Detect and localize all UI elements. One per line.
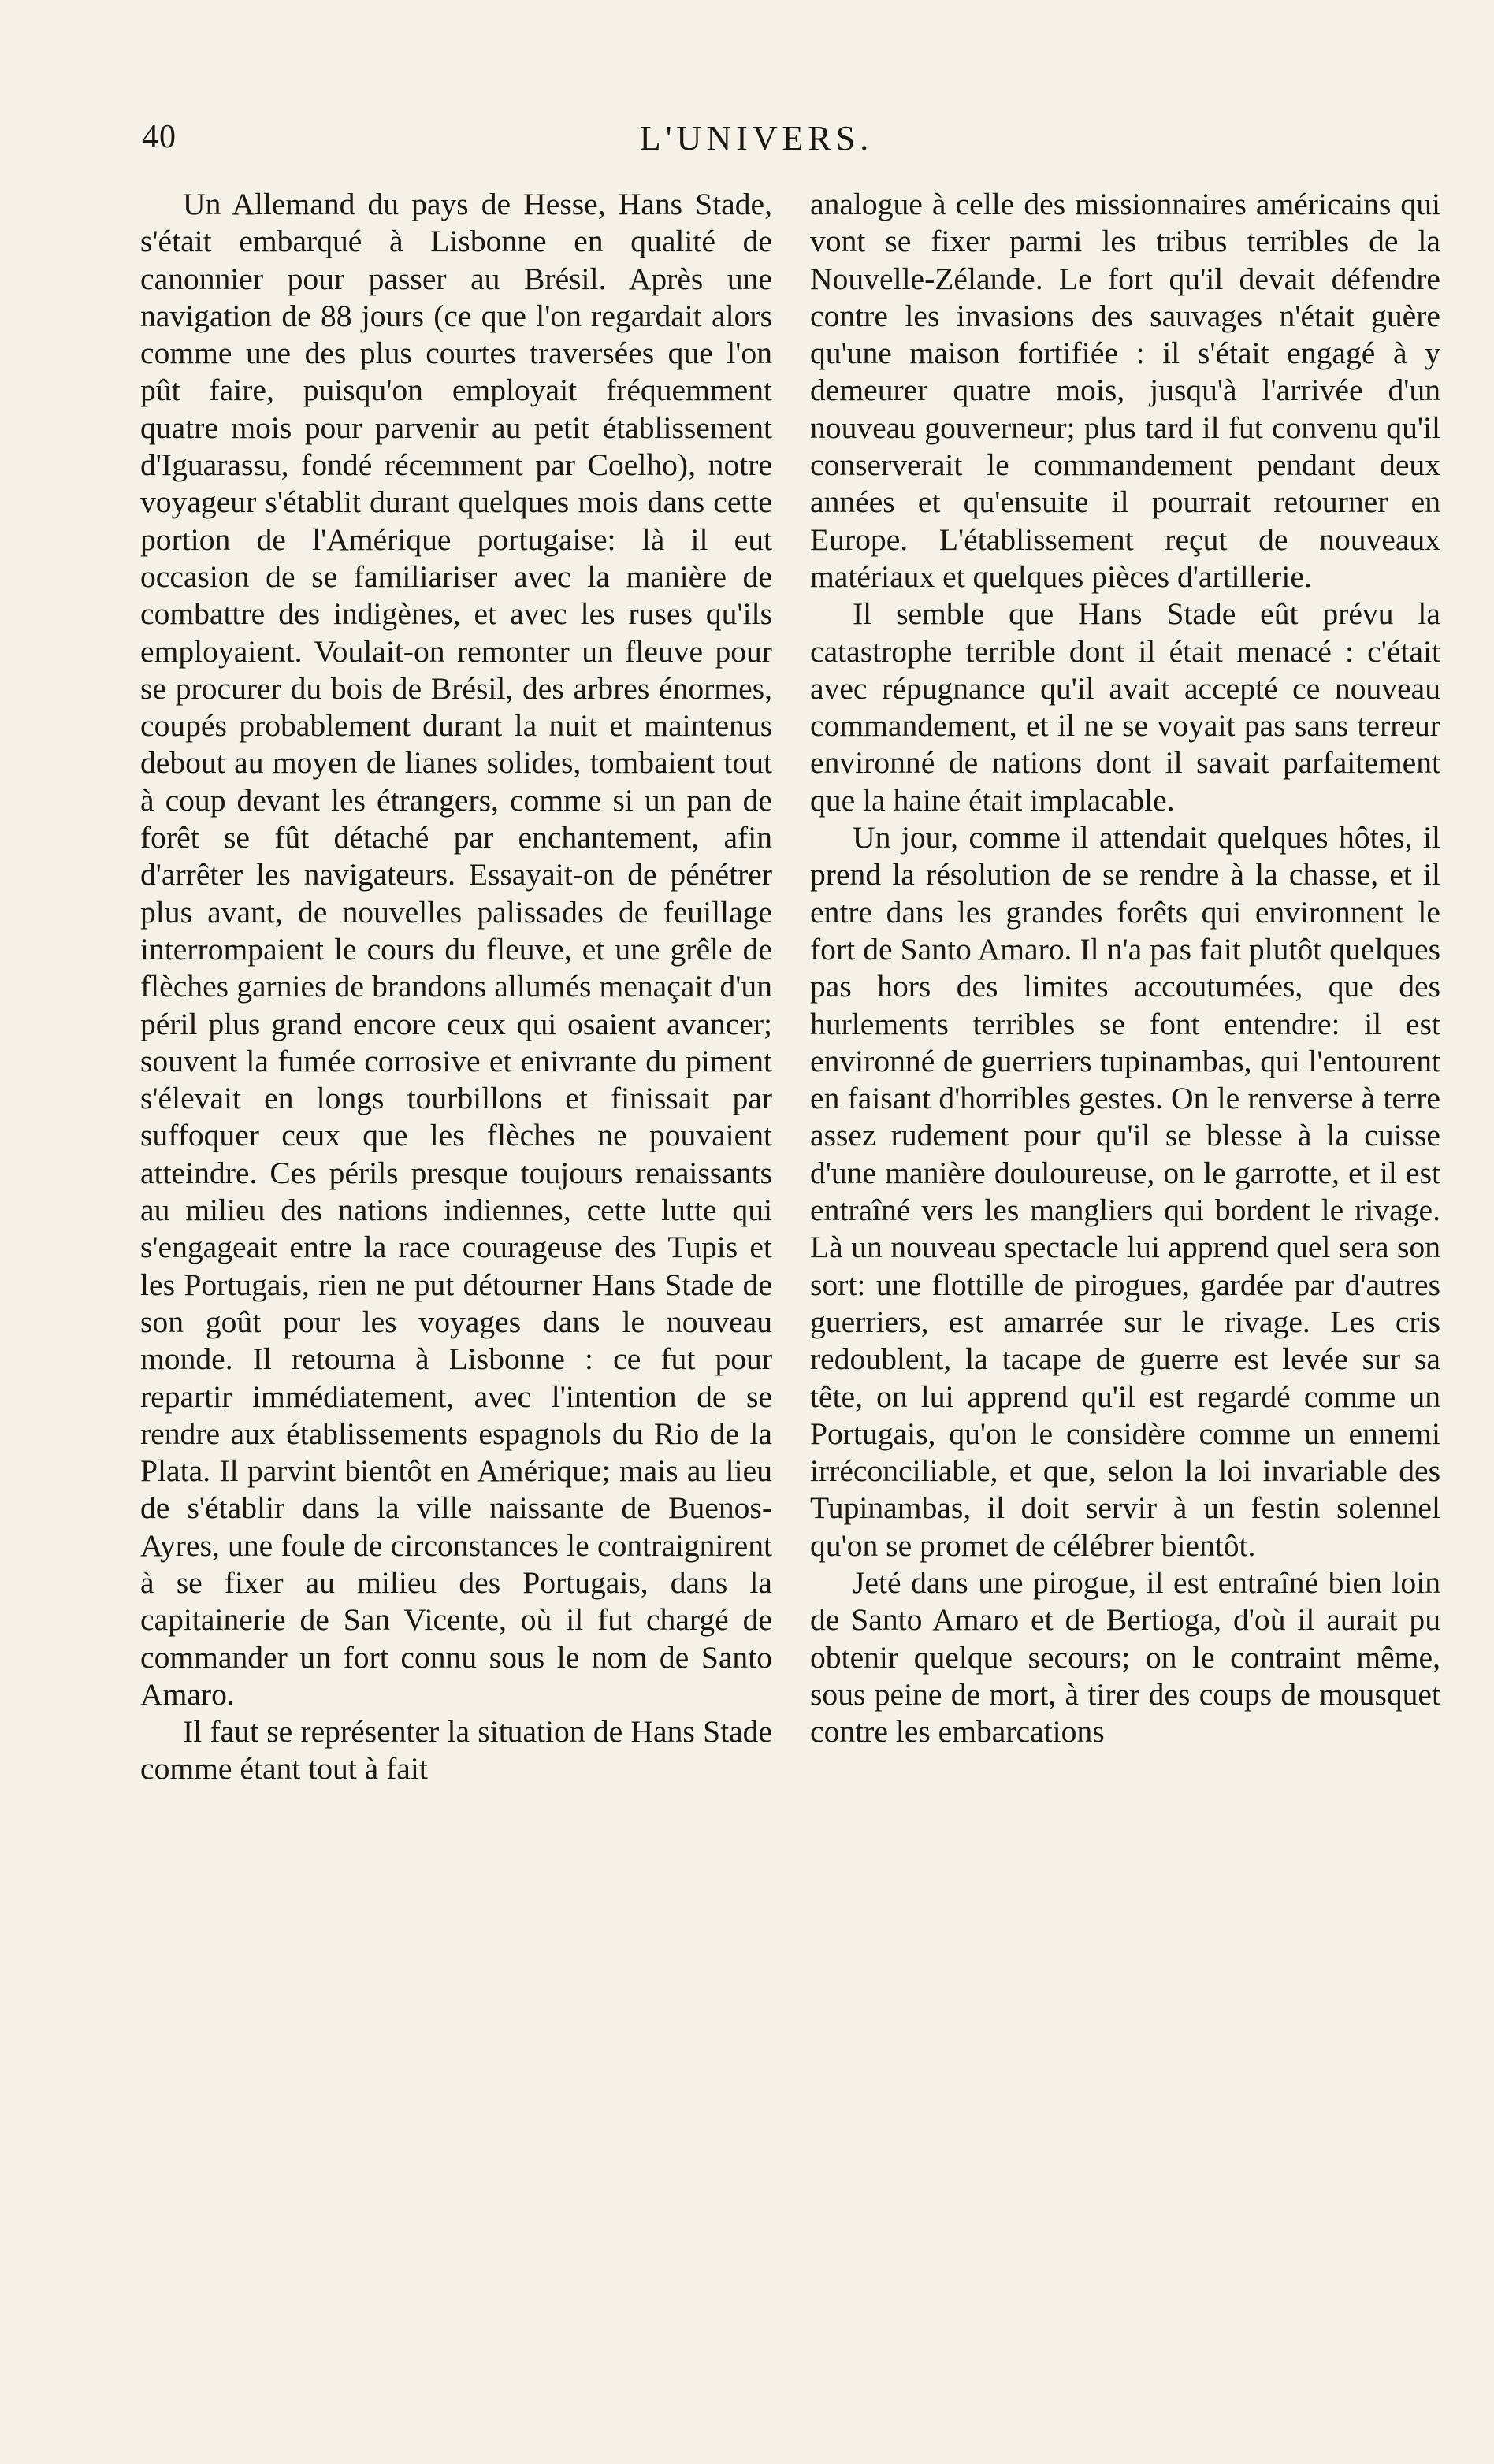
left-column — [140, 186, 772, 1788]
paragraph-capture: Un jour, comme il attendait quelques hôtes, il prend la résolution de se rendre à la chasse, et il entre dans les grandes forêts qui environnent le fort de Santo Amaro. Il n'a pas fait plutôt quelques pas hors des limites accoutumées, que des hurlements terribles se font entendre: il est environné de guerriers tupinambas, qui l'entourent en faisant d'horribles gestes. On le renverse à terre assez rudement pour qu'il se blesse à la cuisse d'une manière douloureuse, on le garrotte, et il est entraîné vers les mangliers qui bordent le rivage. Là un nouveau spectacle lui apprend quel sera son sort: une flottille de pirogues, gardée par d'autres guerriers, est amarrée sur le rivage. Les cris redoublent, la tacape de guerre est levée sur sa tête, on lui apprend qu'il est regardé comme un Portugais, qu'on le considère comme un ennemi irréconciliable, et que, selon la loi invariable des Tupinambas, il doit servir à un festin solennel qu'on se promet de célébrer bientôt. — [810, 820, 1440, 1563]
paragraph-catastrophe: Il semble que Hans Stade eût prévu la catastrophe terrible dont il était menacé : c'était avec répugnance qu'il avait accepté ce nouveau commandement, et il ne se voyait pas sans terreur environné de nations dont il savait parfaitement que la haine était implacable. — [810, 596, 1440, 818]
right-column — [810, 186, 1440, 1750]
paragraph-situation-start: Il faut se représenter la situation de Hans Stade comme étant tout à fait — [140, 1714, 772, 1787]
paragraph-hans-stade-voyage: Un Allemand du pays de Hesse, Hans Stade, s'était embarqué à Lisbonne en qualité de canonnier pour passer au Brésil. Après une navigation de 88 jours (ce que l'on regardait alors comme une des plus courtes traversées que l'on pût faire, puisqu'on employait fréquemment quatre mois pour parvenir au petit établissement d'Iguarassu, fondé récemment par Coelho), notre voyageur s'établit durant quelques mois dans cette portion de l'Amérique portugaise: là il eut occasion de se familiariser avec la manière de combattre des indigènes, et avec les ruses qu'ils employaient. Voulait-on remonter un fleuve pour se procurer du bois de Brésil, des arbres énormes, coupés probablement durant la nuit et maintenus debout au moyen de lianes solides, tombaient tout à coup devant les étrangers, comme si un pan de forêt se fût détaché par enchantement, afin d'arrêter les navigateurs. Essayait-on de pénétrer plus avant, de nouvelles palissades de feuillage interrompaient le cours du fleuve, et une grêle de flèches garnies de brandons allumés menaçait d'un péril plus grand encore ceux qui osaient avancer; souvent la fumée corrosive et enivrante du piment s'élevait en longs tourbillons et finissait par suffoquer ceux que les flèches ne pouvaient atteindre. Ces périls presque toujours renaissants au milieu des nations indiennes, cette lutte qui s'engageait entre la race courageuse des Tupis et les Portugais, rien ne put détourner Hans Stade de son goût pour les voyages dans le nouveau monde. Il retourna à Lisbonne : ce fut pour repartir immédiatement, avec l'intention de se rendre aux établissements espagnols du Rio de la Plata. Il parvint bientôt en Amérique; mais au lieu de s'établir dans la ville naissante de Buenos-Ayres, une foule de circonstances le contraignirent à se fixer au milieu des Portugais, dans la capitainerie de San Vicente, où il fut chargé de commander un fort connu sous le nom de Santo Amaro. — [140, 187, 772, 1712]
running-title: L'UNIVERS. — [639, 119, 874, 158]
page-header — [142, 118, 1371, 173]
paragraph-pirogue: Jeté dans une pirogue, il est entraîné bien loin de Santo Amaro et de Bertioga, d'où il aurait pu obtenir quelque secours; on le contraint même, sous peine de mort, à tirer des coups de mousquet contre les embarcations — [810, 1564, 1440, 1750]
page-number: 40 — [142, 119, 177, 155]
paragraph-situation-continued: analogue à celle des missionnaires américains qui vont se fixer parmi les tribus terribles de la Nouvelle-Zélande. Le fort qu'il devait défendre contre les invasions des sauvages n'était guère qu'une maison fortifiée : il s'était engagé à y demeurer quatre mois, jusqu'à l'arrivée d'un nouveau gouverneur; plus tard il fut convenu qu'il conserverait le commandement pendant deux années et qu'ensuite il pourrait retourner en Europe. L'établissement reçut de nouveaux matériaux et quelques pièces d'artillerie. — [810, 187, 1440, 594]
